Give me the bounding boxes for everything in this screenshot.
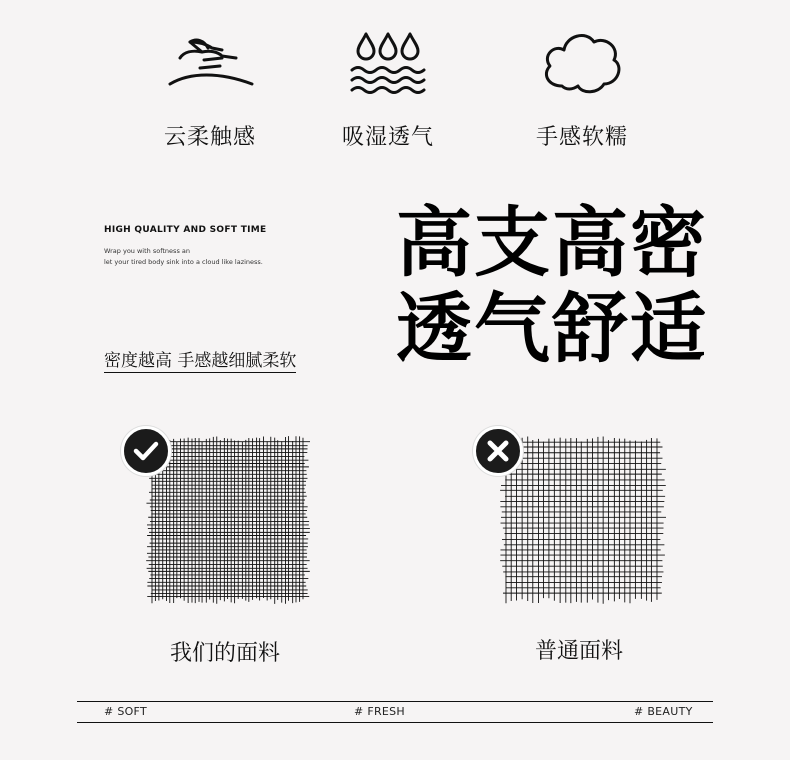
footer-tag-soft: # SOFT [104,705,148,718]
headline [396,200,708,372]
headline-line-2: 透气舒适 [396,284,708,373]
feature-breathable [308,28,468,151]
cloud-icon [532,28,632,98]
headline-line-1: 高支高密 [396,198,708,287]
dense-fabric-mesh [146,436,310,604]
x-icon [476,429,520,473]
footer-tag-beauty: # BEAUTY [634,705,693,718]
sparse-fabric-mesh [500,436,666,604]
footer-tag-fresh: # FRESH [354,705,405,718]
check-icon [124,429,168,473]
normal-label: 普通面料 [535,639,624,664]
feature-soft-hand [502,28,662,151]
water-drops-icon [338,28,438,98]
x-badge [473,426,523,476]
intro-description [104,246,263,268]
feature-label: 手感软糯 [535,125,628,150]
footer-bottom-line [77,722,713,723]
check-badge [121,426,171,476]
ours-label: 我们的面料 [170,641,281,666]
feature-label: 云柔触感 [163,125,256,150]
feature-label: 吸湿透气 [341,125,434,150]
intro-line-2: let your tired body sink into a cloud like laziness. [104,258,263,266]
intro-title: HIGH QUALITY AND SOFT TIME [104,225,267,235]
tagline: 密度越高 手感越细腻柔软 [104,346,296,373]
intro-line-1: Wrap you with softness an [104,247,190,255]
feature-soft-touch [130,28,290,151]
hand-touch-icon [160,28,260,98]
footer-top-line [77,701,713,702]
